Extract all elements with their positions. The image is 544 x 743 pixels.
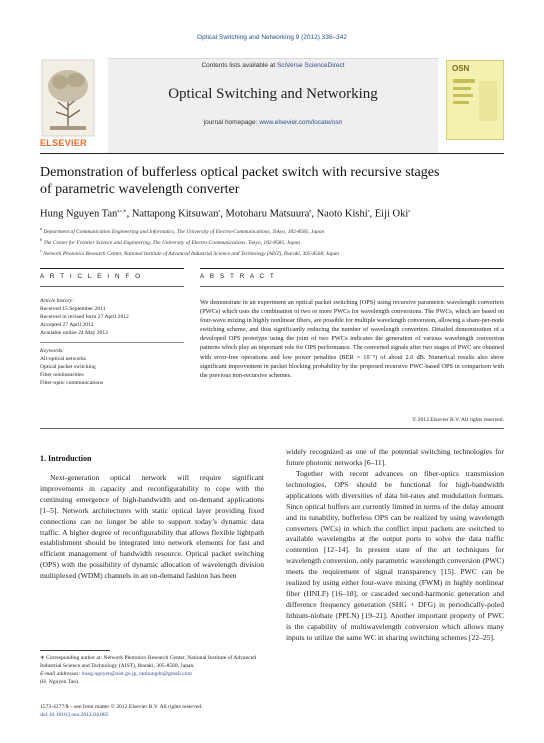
affiliation-text: The Center for Frontier Science and Engineering, The University of Electro-Communications, Tokyo, 182-8585, Japan [43, 239, 300, 246]
affiliation-text: Department of Communication Engineering and Informatics, The University of Electro-Communications, Tokyo, 182-8585, Japan [43, 228, 325, 235]
email-links[interactable]: hung.nguyen@aist.go.jp, tanhungdn@gmail.com [81, 671, 192, 677]
journal-header-band [108, 58, 438, 153]
article-info-heading: A R T I C L E I N F O [40, 273, 143, 280]
email-owner: (H. Nguyen Tan). [40, 679, 80, 685]
email-label: E-mail addresses: [40, 671, 82, 677]
author-mark[interactable]: b [309, 208, 312, 213]
intro-paragraph-2: Together with recent advances on fiber-optics transmission technologies, OPS should be functional for high-bandwidth applications with diversities of data bit-rates and modulation formats. Since optical buffers are currently limited in terms of the delay amount and its tunability, bufferless OPS can be realized by using wavelength converters (WCs) in which the conflict input packets are switched to available wavelengths at the output ports to solve the data traffic contention [12–14]. In present state of the art techniques for wavelength conversion, only parametric wavelength conversion (PWC) meets the requirement of signal transparency [15]. PWC can be realized by using either four-wave mixing (FWM) in highly nonlinear fiber (HNLF) [16–18], or cascaded second-harmonic generation and difference frequency generation (SHG + DFG) in periodically-poled lithium-niobate (PPLN) [19–21]. Another important property of PWC is the capability of multiwavelength conversion which allows many inputs to utilize the same WC in sharing switching schemes [22–25]. [286, 469, 504, 642]
homepage-line [108, 119, 438, 126]
copyright-notice: © 2012 Elsevier B.V. All rights reserved. [412, 417, 504, 423]
author-name: Motoharu Matsuura [225, 208, 310, 220]
abstract-rule-bottom [40, 428, 504, 429]
footnote-rule [40, 650, 110, 651]
corresponding-author-note [40, 654, 264, 670]
article-title-line-1: Demonstration of bufferless optical packet switch with recursive stages [40, 165, 440, 180]
keyword: Fiber-optic communications [40, 380, 104, 386]
footnote [40, 654, 264, 686]
author-mark[interactable]: a [367, 208, 370, 213]
contents-line [108, 62, 438, 69]
author-separator: , [220, 208, 226, 220]
article-title-line-2: of parametric wavelength converter [40, 182, 240, 197]
info-divider [40, 342, 184, 343]
author-name: Eiji Oki [374, 208, 409, 220]
info-rule-top [40, 268, 184, 269]
affiliation [40, 248, 504, 257]
section-heading-introduction: 1. Introduction [40, 454, 92, 463]
cover-label: OSN [452, 64, 470, 73]
affiliation [40, 226, 504, 235]
author-separator: , [311, 208, 317, 220]
abstract-heading: A B S T R A C T [200, 273, 276, 280]
history-label: Article history: [40, 298, 75, 304]
keyword: Fiber nonlinearities [40, 372, 84, 378]
article-title [40, 164, 504, 198]
homepage-link[interactable]: www.elsevier.com/locate/osn [259, 119, 343, 126]
abstract-rule-mid [200, 286, 504, 287]
author-name: Hung Nguyen Tan [40, 208, 118, 220]
sciencedirect-link[interactable]: SciVerse ScienceDirect [276, 62, 345, 69]
intro-paragraph-1: Next-generation optical network will require significant improvements in capacity and reconfigurability to cope with the continuing emergence of high-bandwidth and on-demand applications [1–5]. Network architectures with static optical layer providing fixed connections can no longer be able to support today’s dynamic data traffic. A higher degree of reconfigurability that allows flexible lightpath establishment should be integrated into network elements for fast and efficient management of bandwidth resource. Optical packet switching (OPS) with the possibility of dynamic allocation of wavelength division multiplexed (WDM) channels in an on-demand fashion has been [40, 473, 264, 581]
homepage-prefix: journal homepage: [203, 119, 260, 126]
author-separator: , [126, 208, 132, 220]
affiliation-mark: c [40, 248, 42, 253]
elsevier-tree-logo [40, 58, 96, 138]
author-mark[interactable]: a [218, 208, 221, 213]
author-list [40, 208, 504, 220]
keywords-label: Keywords: [40, 348, 65, 354]
keyword: All-optical networks [40, 356, 87, 362]
email-line [40, 670, 264, 678]
author-mark[interactable]: a,c,∗ [117, 208, 127, 213]
intro-paragraph-continued: widely recognized as one of the potential switching technologies for future photonic networks [6–11]. [286, 447, 504, 467]
journal-citation: Optical Switching and Networking 9 (2012) 336–342 [197, 34, 347, 41]
doi-line [40, 711, 264, 719]
info-rule-bottom [40, 286, 184, 287]
affiliation [40, 237, 504, 246]
author-mark[interactable]: a [408, 208, 411, 213]
keyword: Optical packet switching [40, 364, 96, 370]
affiliation-text: Network Photonics Research Center, National Institute of Advanced Industrial Science and Technology (AIST), Ibaraki, 305-8568, Japan [43, 250, 340, 257]
abstract-rule-top [200, 268, 504, 269]
contents-prefix: Contents lists available at [201, 62, 277, 69]
footnote-mark: ∗ [40, 655, 45, 661]
publisher-name: ELSEVIER [40, 138, 87, 148]
abstract-text: We demonstrate in an experiment an optical packet switching (OPS) using recursive parametric wavelength converters (PWCs) which uses the combination of two or more PWCs for wavelength conversions. The PWCs, which are based on four-wave mixing in highly nonlinear fibers, are possible for multiple wavelength conversion, allowing a share-per-node switching scheme, and thus significantly reducing the number of wavelength converters. Detailed demonstration of a developed OPS prototype using the joint of two PWCs indicates the generation of various wavelength conversion patterns which play an important role for OPS performance. The converted signals after two stages of PWC are obtained with error-free operations and low power penalties (BER = 10⁻⁹) of about 2.0 dB. Numerical results also show significant improvement in packet blocking probability by the proposed recursive PWC-based OPS in comparison with the previous non-recursive schemes. [200, 299, 504, 379]
journal-title: Optical Switching and Networking [168, 86, 378, 102]
affiliation-mark: a [40, 226, 43, 231]
author-name: Naoto Kishi [316, 208, 368, 220]
issn-line: 1573-4277/$ – see front matter © 2012 Elsevier B.V. All rights reserved. [40, 704, 203, 710]
history-item: Available online 24 May 2012 [40, 330, 108, 336]
doi-link[interactable]: doi:10.1016/j.osn.2012.04.005 [40, 712, 109, 718]
header-rule [40, 153, 504, 154]
corresponding-text: Corresponding author at: Network Photonics Research Center, National Institute of Advanced Industrial Science and Technology (AIST), Ibaraki, 305-8568, Japan. [40, 655, 257, 669]
author-separator: , [369, 208, 375, 220]
author-name: Nattapong Kitsuwan [131, 208, 219, 220]
history-item: Accepted 27 April 2012 [40, 322, 94, 328]
history-item: Received 15 September 2011 [40, 306, 106, 312]
article-history [40, 297, 184, 387]
history-item: Received in revised form 27 April 2012 [40, 314, 129, 320]
affiliation-mark: b [40, 237, 43, 242]
